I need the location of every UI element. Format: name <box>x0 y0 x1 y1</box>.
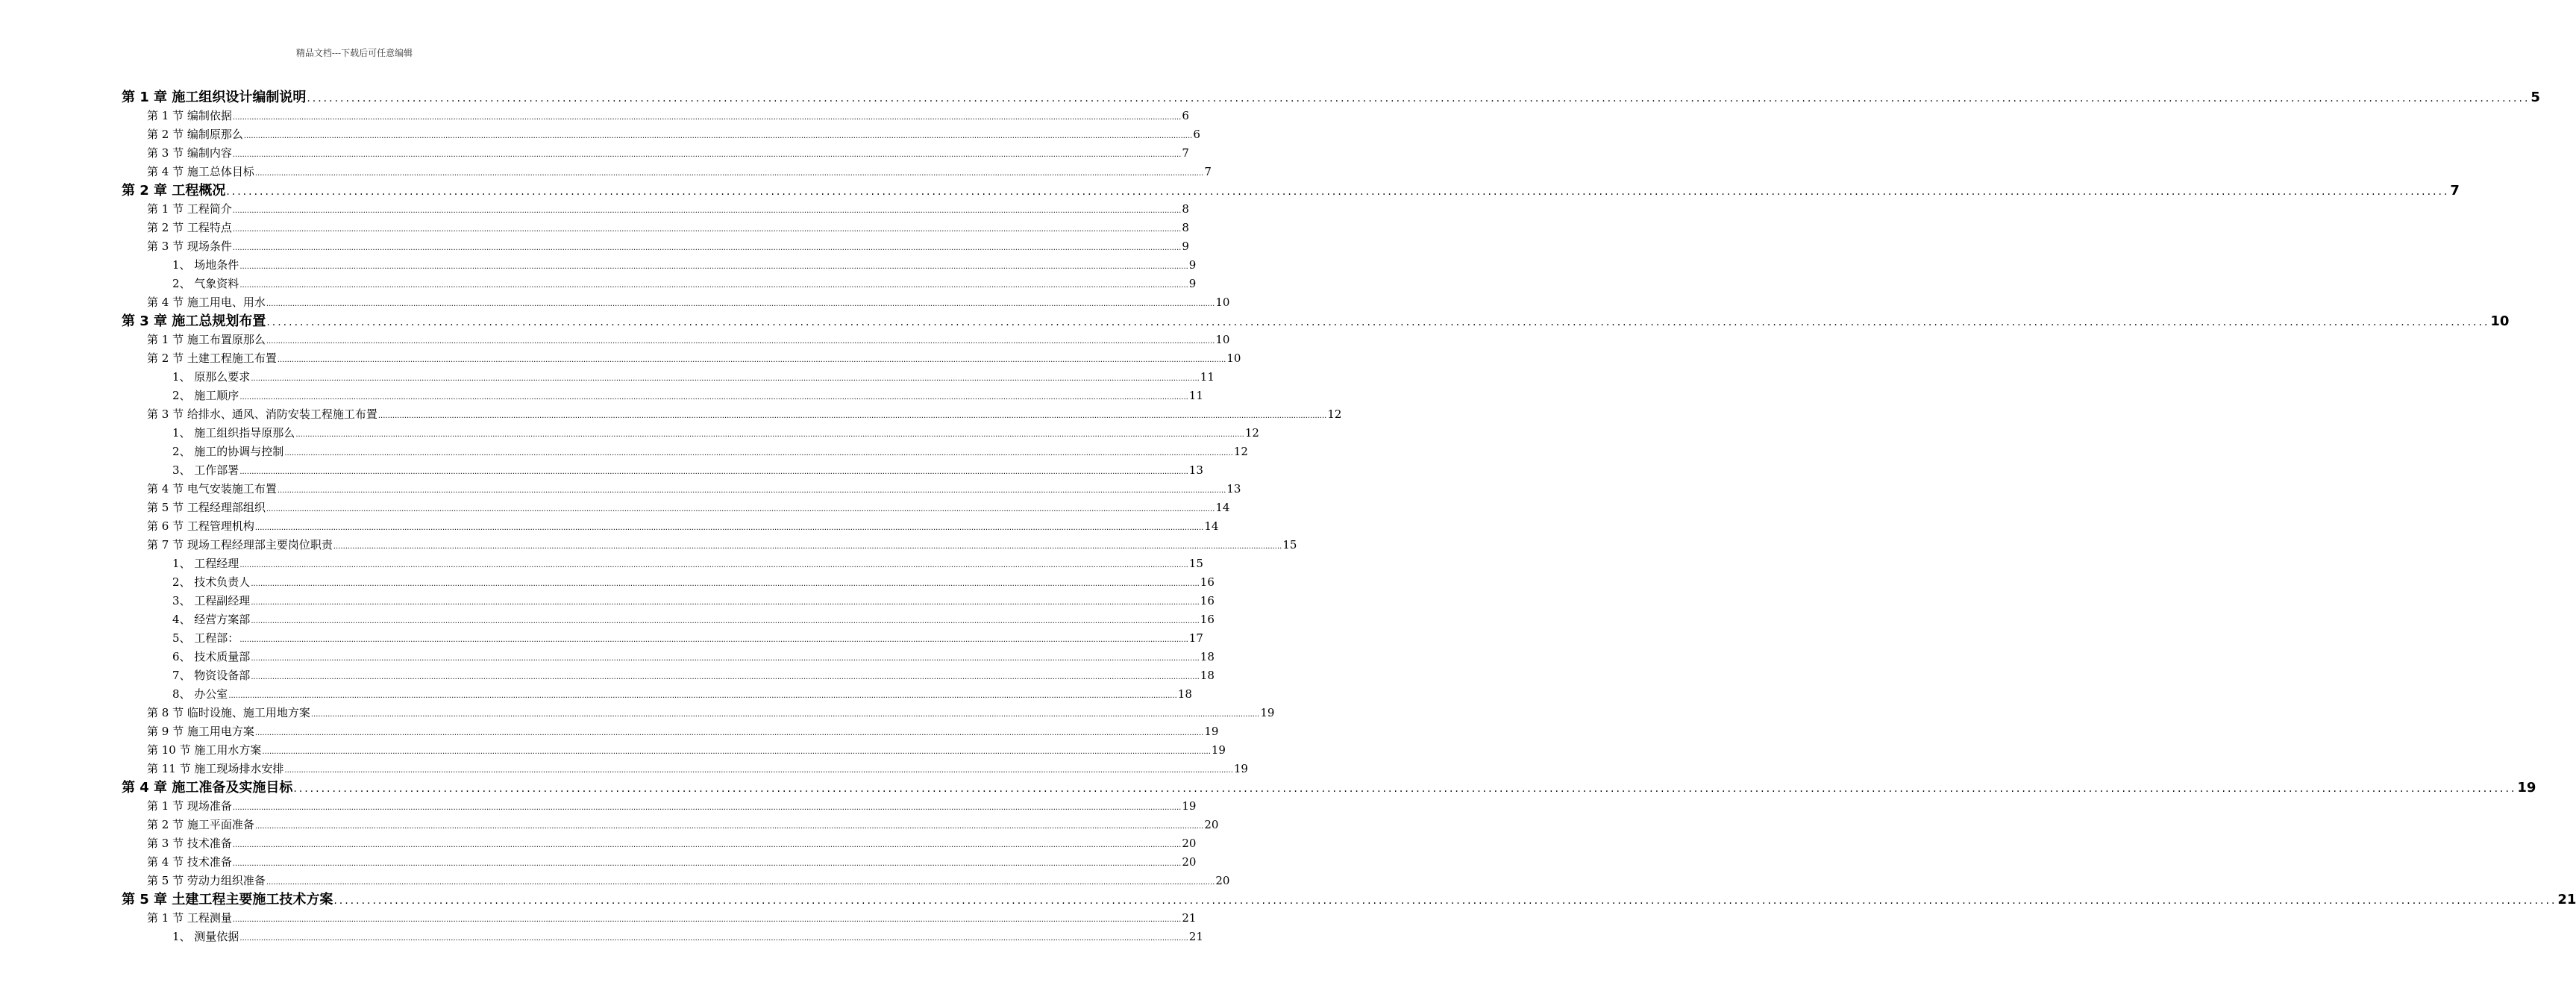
toc-dot-leader: ................................................................................................................................................................................................................................................................................................................................................................................................................ <box>239 263 1188 271</box>
toc-dot-leader: ................................................................................................................................................................................................................................................................................................................................................................................................................ <box>239 393 1188 401</box>
toc-entry-label: 第 1 节 工程简介 <box>147 202 232 216</box>
toc-dot-leader: ................................................................................................................................................................................................................................................................................................................................................................................................................ <box>254 169 1204 178</box>
toc-entry-label: 第 1 章 施工组织设计编制说明 <box>122 90 307 105</box>
toc-entry-label: 1、 测量依据 <box>172 930 239 943</box>
toc-page-number: 14 <box>1215 501 1230 514</box>
toc-entry-label: 1、 场地条件 <box>172 258 239 272</box>
toc-entry-label: 第 1 节 工程测量 <box>147 911 232 925</box>
toc-entry-label: 7、 物资设备部 <box>172 669 251 682</box>
toc-page-number: 12 <box>1327 407 1342 421</box>
toc-page-number: 9 <box>1188 258 1197 272</box>
toc-page-number: 19 <box>2517 780 2536 796</box>
toc-section-entry[interactable] <box>122 200 1189 219</box>
toc-page-number: 12 <box>1233 445 1248 458</box>
toc-item-entry[interactable] <box>122 368 1215 387</box>
toc-page-number: 15 <box>1282 538 1297 552</box>
toc-section-entry[interactable] <box>122 704 1275 722</box>
toc-dot-leader: ................................................................................................................................................................................................................................................................................................................................................................................................................ <box>251 599 1200 607</box>
toc-dot-leader: ................................................................................................................................................................................................................................................................................................................................................................................................................ <box>232 244 1182 252</box>
toc-dot-leader: ................................................................................................................................................................................................................................................................................................................................................................................................................ <box>226 186 2450 198</box>
toc-dot-leader: ................................................................................................................................................................................................................................................................................................................................................................................................................ <box>377 412 1327 420</box>
toc-page-number: 7 <box>2450 183 2460 199</box>
toc-chapter-entry[interactable] <box>122 88 2540 107</box>
toc-dot-leader: ................................................................................................................................................................................................................................................................................................................................................................................................................ <box>277 487 1226 495</box>
toc-entry-label: 第 5 节 劳动力组织准备 <box>147 874 266 887</box>
toc-entry-label: 第 2 章 工程概况 <box>122 183 226 199</box>
toc-page-number: 18 <box>1177 687 1192 701</box>
toc-page-number: 16 <box>1200 613 1215 626</box>
toc-page-number: 21 <box>1182 911 1197 925</box>
toc-entry-label: 第 4 节 电气安装施工布置 <box>147 482 277 496</box>
toc-entry-label: 3、 工作部署 <box>172 463 239 477</box>
toc-entry-label: 第 3 章 施工总规划布置 <box>122 313 266 329</box>
toc-entry-label: 1、 原那么要求 <box>172 370 251 384</box>
toc-entry-label: 第 5 章 土建工程主要施工技术方案 <box>122 892 333 907</box>
toc-page-number: 19 <box>1211 743 1226 757</box>
toc-item-entry[interactable] <box>122 256 1197 275</box>
toc-entry-label: 第 3 节 给排水、通风、消防安装工程施工布置 <box>147 407 377 421</box>
toc-page-number: 9 <box>1182 240 1189 253</box>
toc-dot-leader: ................................................................................................................................................................................................................................................................................................................................................................................................................ <box>239 934 1188 943</box>
toc-entry-label: 2、 施工的协调与控制 <box>172 445 284 458</box>
toc-entry-label: 3、 工程副经理 <box>172 594 251 607</box>
toc-entry-label: 第 2 节 施工平面准备 <box>147 818 254 831</box>
toc-dot-leader: ................................................................................................................................................................................................................................................................................................................................................................................................................ <box>254 822 1204 831</box>
toc-entry-label: 第 1 节 施工布置原那么 <box>147 333 266 346</box>
toc-page-number: 7 <box>1182 146 1189 160</box>
toc-section-entry[interactable] <box>122 797 1197 816</box>
toc-page-number: 13 <box>1188 463 1203 477</box>
toc-dot-leader: ................................................................................................................................................................................................................................................................................................................................................................................................................ <box>251 580 1200 588</box>
toc-dot-leader: ................................................................................................................................................................................................................................................................................................................................................................................................................ <box>262 748 1211 756</box>
toc-section-entry[interactable] <box>122 536 1297 554</box>
toc-page-number: 8 <box>1182 221 1189 234</box>
toc-section-entry[interactable] <box>122 872 1230 890</box>
toc-item-entry[interactable] <box>122 443 1248 461</box>
toc-page-number: 21 <box>2557 892 2576 907</box>
toc-page-number: 15 <box>1188 557 1203 570</box>
toc-dot-leader: ................................................................................................................................................................................................................................................................................................................................................................................................................ <box>232 207 1182 215</box>
toc-dot-leader: ................................................................................................................................................................................................................................................................................................................................................................................................................ <box>277 356 1226 364</box>
toc-entry-label: 第 3 节 编制内容 <box>147 146 232 160</box>
toc-section-entry[interactable] <box>122 517 1219 536</box>
toc-section-entry[interactable] <box>122 722 1219 741</box>
toc-page-number: 9 <box>1188 277 1197 290</box>
toc-dot-leader: ................................................................................................................................................................................................................................................................................................................................................................................................................ <box>232 916 1182 924</box>
toc-entry-label: 第 5 节 工程经理部组织 <box>147 501 266 514</box>
toc-section-entry[interactable] <box>122 237 1189 256</box>
toc-entry-label: 1、 工程经理 <box>172 557 239 570</box>
toc-item-entry[interactable] <box>122 573 1215 592</box>
toc-page-number: 10 <box>1215 333 1230 346</box>
toc-page-number: 5 <box>2530 90 2540 105</box>
toc-section-entry[interactable] <box>122 741 1226 760</box>
toc-page-number: 11 <box>1200 370 1215 384</box>
toc-page-number: 19 <box>1233 762 1248 775</box>
toc-page-number: 18 <box>1200 669 1215 682</box>
toc-dot-leader: ................................................................................................................................................................................................................................................................................................................................................................................................................ <box>284 449 1233 457</box>
toc-dot-leader: ................................................................................................................................................................................................................................................................................................................................................................................................................ <box>307 93 2530 104</box>
toc-section-entry[interactable] <box>122 125 1200 144</box>
toc-section-entry[interactable] <box>122 144 1189 163</box>
toc-dot-leader: ................................................................................................................................................................................................................................................................................................................................................................................................................ <box>266 505 1215 513</box>
toc-section-entry[interactable] <box>122 107 1189 125</box>
toc-page-number: 19 <box>1182 799 1197 813</box>
toc-chapter-entry[interactable] <box>122 890 2576 909</box>
toc-dot-leader: ................................................................................................................................................................................................................................................................................................................................................................................................................ <box>232 113 1182 122</box>
toc-page-number: 14 <box>1204 519 1219 533</box>
toc-dot-leader: ................................................................................................................................................................................................................................................................................................................................................................................................................ <box>333 543 1282 551</box>
toc-page-number: 19 <box>1260 706 1275 719</box>
toc-section-entry[interactable] <box>122 405 1342 424</box>
toc-dot-leader: ................................................................................................................................................................................................................................................................................................................................................................................................................ <box>228 692 1177 700</box>
table-of-contents <box>122 88 2576 946</box>
toc-page-number: 11 <box>1188 389 1203 402</box>
toc-dot-leader: ................................................................................................................................................................................................................................................................................................................................................................................................................ <box>266 878 1215 887</box>
toc-dot-leader: ................................................................................................................................................................................................................................................................................................................................................................................................................ <box>295 431 1244 439</box>
toc-entry-label: 第 4 节 技术准备 <box>147 855 232 869</box>
toc-chapter-entry[interactable] <box>122 778 2536 797</box>
toc-dot-leader: ................................................................................................................................................................................................................................................................................................................................................................................................................ <box>239 468 1188 476</box>
toc-section-entry[interactable] <box>122 219 1189 237</box>
toc-page-number: 17 <box>1188 631 1203 645</box>
toc-entry-label: 8、 办公室 <box>172 687 228 701</box>
toc-page-number: 20 <box>1182 837 1197 850</box>
toc-dot-leader: ................................................................................................................................................................................................................................................................................................................................................................................................................ <box>251 673 1200 681</box>
toc-item-entry[interactable] <box>122 928 1203 946</box>
toc-dot-leader: ................................................................................................................................................................................................................................................................................................................................................................................................................ <box>284 766 1233 775</box>
toc-dot-leader: ................................................................................................................................................................................................................................................................................................................................................................................................................ <box>251 375 1200 383</box>
toc-entry-label: 4、 经营方案部 <box>172 613 251 626</box>
toc-dot-leader: ................................................................................................................................................................................................................................................................................................................................................................................................................ <box>293 783 2517 795</box>
toc-page-number: 6 <box>1182 109 1189 122</box>
toc-dot-leader: ................................................................................................................................................................................................................................................................................................................................................................................................................ <box>254 729 1204 737</box>
toc-section-entry[interactable] <box>122 331 1230 349</box>
toc-section-entry[interactable] <box>122 834 1197 853</box>
toc-entry-label: 第 6 节 工程管理机构 <box>147 519 254 533</box>
toc-entry-label: 第 4 节 施工总体目标 <box>147 165 254 178</box>
toc-dot-leader: ................................................................................................................................................................................................................................................................................................................................................................................................................ <box>232 151 1182 159</box>
toc-page-number: 6 <box>1193 128 1200 141</box>
toc-page-number: 19 <box>1204 725 1219 738</box>
toc-page-number: 10 <box>2490 313 2510 329</box>
toc-page-number: 20 <box>1204 818 1219 831</box>
toc-entry-label: 第 9 节 施工用电方案 <box>147 725 254 738</box>
toc-entry-label: 第 2 节 工程特点 <box>147 221 232 234</box>
toc-item-entry[interactable] <box>122 685 1192 704</box>
toc-entry-label: 1、 施工组织指导原那么 <box>172 426 295 440</box>
toc-entry-label: 第 8 节 临时设施、施工用地方案 <box>147 706 310 719</box>
toc-entry-label: 第 3 节 现场条件 <box>147 240 232 253</box>
toc-dot-leader: ................................................................................................................................................................................................................................................................................................................................................................................................................ <box>232 804 1182 812</box>
toc-page-number: 10 <box>1226 351 1241 365</box>
toc-entry-label: 2、 技术负责人 <box>172 575 251 589</box>
toc-page-number: 20 <box>1182 855 1197 869</box>
toc-page-number: 7 <box>1204 165 1212 178</box>
toc-dot-leader: ................................................................................................................................................................................................................................................................................................................................................................................................................ <box>232 225 1182 234</box>
toc-item-entry[interactable] <box>122 275 1197 293</box>
toc-entry-label: 第 7 节 现场工程经理部主要岗位职责 <box>147 538 333 552</box>
toc-item-entry[interactable] <box>122 461 1203 480</box>
toc-section-entry[interactable] <box>122 853 1197 872</box>
toc-entry-label: 第 10 节 施工用水方案 <box>147 743 262 757</box>
toc-dot-leader: ................................................................................................................................................................................................................................................................................................................................................................................................................ <box>239 636 1188 644</box>
toc-dot-leader: ................................................................................................................................................................................................................................................................................................................................................................................................................ <box>239 281 1188 290</box>
toc-entry-label: 2、 施工顺序 <box>172 389 239 402</box>
toc-dot-leader: ................................................................................................................................................................................................................................................................................................................................................................................................................ <box>266 300 1215 308</box>
toc-dot-leader: ................................................................................................................................................................................................................................................................................................................................................................................................................ <box>266 337 1215 346</box>
toc-dot-leader: ................................................................................................................................................................................................................................................................................................................................................................................................................ <box>232 860 1182 868</box>
toc-entry-label: 第 3 节 技术准备 <box>147 837 232 850</box>
toc-entry-label: 第 4 节 施工用电、用水 <box>147 296 266 309</box>
toc-entry-label: 2、 气象资料 <box>172 277 239 290</box>
toc-section-entry[interactable] <box>122 499 1230 517</box>
toc-page-number: 16 <box>1200 594 1215 607</box>
toc-dot-leader: ................................................................................................................................................................................................................................................................................................................................................................................................................ <box>333 895 2557 907</box>
toc-page-number: 18 <box>1200 650 1215 663</box>
toc-entry-label: 第 2 节 编制原那么 <box>147 128 243 141</box>
toc-item-entry[interactable] <box>122 666 1215 685</box>
toc-item-entry[interactable] <box>122 610 1215 629</box>
toc-entry-label: 第 4 章 施工准备及实施目标 <box>122 780 293 796</box>
toc-dot-leader: ................................................................................................................................................................................................................................................................................................................................................................................................................ <box>310 710 1260 719</box>
toc-entry-label: 5、 工程部： <box>172 631 239 645</box>
toc-page-number: 8 <box>1182 202 1189 216</box>
toc-entry-label: 6、 技术质量部 <box>172 650 251 663</box>
toc-section-entry[interactable] <box>122 816 1219 834</box>
toc-page-number: 13 <box>1226 482 1241 496</box>
page-header: 精品文档---下载后可任意编辑 <box>295 48 413 58</box>
toc-chapter-entry[interactable] <box>122 181 2460 200</box>
toc-page-number: 16 <box>1200 575 1215 589</box>
toc-page-number: 12 <box>1244 426 1259 440</box>
toc-chapter-entry[interactable] <box>122 312 2510 331</box>
toc-entry-label: 第 1 节 编制依据 <box>147 109 232 122</box>
toc-page-number: 20 <box>1215 874 1230 887</box>
toc-dot-leader: ................................................................................................................................................................................................................................................................................................................................................................................................................ <box>254 524 1204 532</box>
toc-section-entry[interactable] <box>122 163 1212 181</box>
toc-item-entry[interactable] <box>122 592 1215 610</box>
toc-section-entry[interactable] <box>122 760 1248 778</box>
toc-item-entry[interactable] <box>122 424 1259 443</box>
toc-item-entry[interactable] <box>122 629 1203 648</box>
toc-entry-label: 第 2 节 土建工程施工布置 <box>147 351 277 365</box>
toc-item-entry[interactable] <box>122 387 1203 405</box>
toc-dot-leader: ................................................................................................................................................................................................................................................................................................................................................................................................................ <box>239 561 1188 569</box>
toc-dot-leader: ................................................................................................................................................................................................................................................................................................................................................................................................................ <box>232 841 1182 849</box>
toc-dot-leader: ................................................................................................................................................................................................................................................................................................................................................................................................................ <box>251 617 1200 625</box>
toc-section-entry[interactable] <box>122 293 1230 312</box>
toc-page-number: 21 <box>1188 930 1203 943</box>
toc-page-number: 10 <box>1215 296 1230 309</box>
toc-item-entry[interactable] <box>122 648 1215 666</box>
toc-entry-label: 第 11 节 施工现场排水安排 <box>147 762 284 775</box>
toc-section-entry[interactable] <box>122 480 1241 499</box>
toc-entry-label: 第 1 节 现场准备 <box>147 799 232 813</box>
toc-section-entry[interactable] <box>122 909 1197 928</box>
toc-dot-leader: ................................................................................................................................................................................................................................................................................................................................................................................................................ <box>243 132 1193 140</box>
toc-section-entry[interactable] <box>122 349 1241 368</box>
toc-dot-leader: ................................................................................................................................................................................................................................................................................................................................................................................................................ <box>251 654 1200 663</box>
toc-item-entry[interactable] <box>122 554 1203 573</box>
toc-dot-leader: ................................................................................................................................................................................................................................................................................................................................................................................................................ <box>266 316 2490 328</box>
